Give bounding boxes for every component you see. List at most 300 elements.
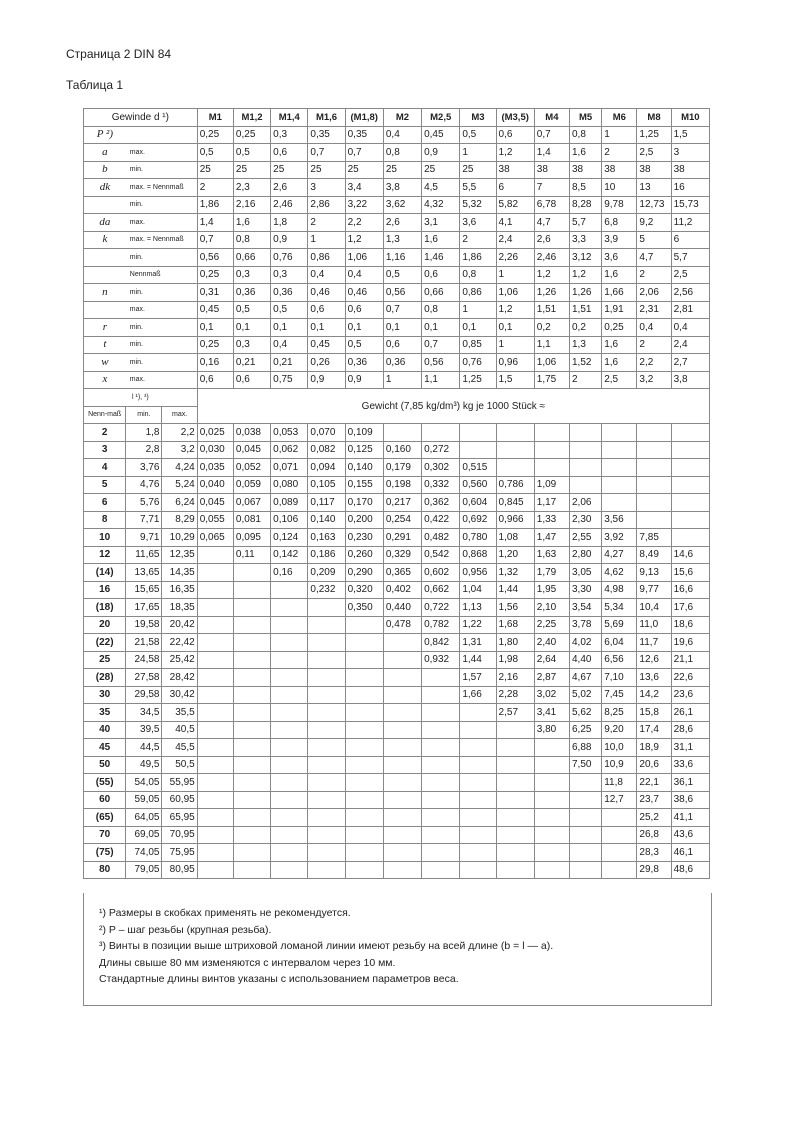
- weight-value: 2,10: [534, 599, 569, 617]
- dimension-value: 0,6: [422, 266, 460, 284]
- length-row: [84, 599, 710, 617]
- length-max: 12,35: [162, 546, 197, 564]
- length-min: 44,5: [126, 739, 162, 757]
- dimension-value: 2,5: [602, 371, 637, 389]
- weight-value: [197, 616, 233, 634]
- length-nominal: 4: [84, 459, 126, 477]
- dimension-value: 11,2: [671, 214, 709, 232]
- dimension-value: 25: [345, 161, 383, 179]
- weight-value: 36,1: [671, 774, 709, 792]
- weight-value: 16,6: [671, 581, 709, 599]
- weight-value: [637, 424, 671, 442]
- length-row: [84, 844, 710, 862]
- dimension-value: 0,4: [637, 319, 671, 337]
- weight-value: 0,422: [422, 511, 460, 529]
- weight-value: [308, 826, 345, 844]
- dimension-value: 7: [534, 179, 569, 197]
- dimension-value: 5,7: [570, 214, 602, 232]
- dimension-value: 0,8: [233, 231, 270, 249]
- weight-value: [233, 581, 270, 599]
- weight-value: 0,786: [496, 476, 534, 494]
- dimension-value: 3,6: [460, 214, 496, 232]
- dimension-value: 3,9: [602, 231, 637, 249]
- weight-value: [271, 861, 308, 879]
- weight-value: 0,320: [345, 581, 383, 599]
- weight-value: [422, 721, 460, 739]
- dimension-value: 5,32: [460, 196, 496, 214]
- dimension-value: 0,4: [345, 266, 383, 284]
- weight-value: 8,49: [637, 546, 671, 564]
- dimension-row: [84, 284, 710, 302]
- weight-value: [422, 844, 460, 862]
- weight-value: [570, 809, 602, 827]
- weight-value: 0,604: [460, 494, 496, 512]
- weight-value: 8,25: [602, 704, 637, 722]
- dimension-row: [84, 126, 710, 144]
- dimension-value: 0,3: [233, 336, 270, 354]
- dimension-value: 0,35: [345, 126, 383, 144]
- dimension-value: 0,3: [233, 266, 270, 284]
- weight-value: [197, 546, 233, 564]
- weight-value: 0,842: [422, 634, 460, 652]
- weight-value: 0,290: [345, 564, 383, 582]
- dimension-value: 38: [671, 161, 709, 179]
- weight-value: 1,80: [496, 634, 534, 652]
- length-row: [84, 529, 710, 547]
- weight-value: 1,22: [460, 616, 496, 634]
- weight-value: [233, 599, 270, 617]
- weight-value: [460, 704, 496, 722]
- weight-value: [602, 861, 637, 879]
- weight-value: [534, 826, 569, 844]
- dimension-value: 3,8: [383, 179, 421, 197]
- length-min: 9,71: [126, 529, 162, 547]
- weight-value: 1,79: [534, 564, 569, 582]
- weight-value: 1,13: [460, 599, 496, 617]
- weight-value: [383, 721, 421, 739]
- dimension-value: 2,5: [637, 144, 671, 162]
- weight-value: 0,11: [233, 546, 270, 564]
- weight-value: 2,40: [534, 634, 569, 652]
- footnote: ³) Винты в позиции выше штриховой ломаной линии имеют резьбу на всей длине (b = l — a).: [99, 940, 554, 952]
- weight-value: [271, 756, 308, 774]
- weight-value: 13,6: [637, 669, 671, 687]
- weight-value: [308, 616, 345, 634]
- dimension-value: 1,6: [602, 354, 637, 372]
- dimension-value: 3,12: [570, 249, 602, 267]
- length-min: 2,8: [126, 441, 162, 459]
- dimension-value: 2: [637, 266, 671, 284]
- weight-value: 1,04: [460, 581, 496, 599]
- dimension-value: 0,6: [496, 126, 534, 144]
- weight-value: [496, 756, 534, 774]
- weight-value: 0,515: [460, 459, 496, 477]
- thread-header-row: [84, 109, 710, 127]
- weight-value: [345, 844, 383, 862]
- weight-value: [496, 826, 534, 844]
- weight-value: [671, 441, 709, 459]
- dimension-value: 2: [602, 144, 637, 162]
- dimension-value: 25: [233, 161, 270, 179]
- weight-value: [345, 651, 383, 669]
- l-label: l ¹), ³): [84, 389, 198, 407]
- weight-value: 1,95: [534, 581, 569, 599]
- weight-value: 7,85: [637, 529, 671, 547]
- dimension-value: 25: [197, 161, 233, 179]
- weight-value: [271, 616, 308, 634]
- thread-size: M3: [460, 109, 496, 127]
- length-max: 50,5: [162, 756, 197, 774]
- weight-value: 0,070: [308, 424, 345, 442]
- length-nominal: 70: [84, 826, 126, 844]
- weight-value: [197, 739, 233, 757]
- length-max: 14,35: [162, 564, 197, 582]
- thread-size: M8: [637, 109, 671, 127]
- dimension-value: 0,25: [197, 266, 233, 284]
- weight-value: [637, 476, 671, 494]
- weight-value: 17,6: [671, 599, 709, 617]
- weight-label: Gewicht (7,85 kg/dm³) kg je 1000 Stück ≈: [197, 389, 709, 424]
- dimension-value: 0,31: [197, 284, 233, 302]
- dimension-value: 5,7: [671, 249, 709, 267]
- dimension-symbol: da: [84, 214, 126, 232]
- weight-value: [570, 861, 602, 879]
- weight-value: [534, 791, 569, 809]
- dimension-symbol: a: [84, 144, 126, 162]
- dimension-value: 1,6: [233, 214, 270, 232]
- dimension-value: 1,2: [345, 231, 383, 249]
- dimension-value: 1,3: [383, 231, 421, 249]
- weight-value: [197, 809, 233, 827]
- page-header: Страница 2 DIN 84: [66, 47, 172, 61]
- weight-value: [197, 686, 233, 704]
- weight-value: [271, 581, 308, 599]
- dimension-value: 0,4: [383, 126, 421, 144]
- length-header-row: [84, 389, 710, 407]
- weight-value: 0,040: [197, 476, 233, 494]
- dimension-value: 2,7: [671, 354, 709, 372]
- weight-value: [271, 844, 308, 862]
- dimension-value: 0,5: [233, 144, 270, 162]
- weight-value: [534, 844, 569, 862]
- dimension-value: 0,26: [308, 354, 345, 372]
- weight-value: 4,40: [570, 651, 602, 669]
- weight-value: 0,200: [345, 511, 383, 529]
- weight-value: [570, 791, 602, 809]
- weight-value: 1,57: [460, 669, 496, 687]
- weight-value: 1,66: [460, 686, 496, 704]
- dimension-value: 0,76: [460, 354, 496, 372]
- dimension-value: 5,5: [460, 179, 496, 197]
- dimension-value: 0,9: [271, 231, 308, 249]
- weight-value: [496, 424, 534, 442]
- length-min: 24,58: [126, 651, 162, 669]
- weight-value: 2,30: [570, 511, 602, 529]
- weight-value: 0,094: [308, 459, 345, 477]
- dimension-value: 9,78: [602, 196, 637, 214]
- weight-value: [383, 739, 421, 757]
- dimension-row: [84, 354, 710, 372]
- length-max: 18,35: [162, 599, 197, 617]
- dimension-value: 2,81: [671, 301, 709, 319]
- dimension-value: 0,8: [383, 144, 421, 162]
- dimension-qualifier: max. = Nennmaß: [126, 179, 197, 197]
- dimension-symbol: P ²): [84, 126, 126, 144]
- dimension-value: 2,46: [271, 196, 308, 214]
- dimension-value: 2: [197, 179, 233, 197]
- weight-value: 3,78: [570, 616, 602, 634]
- dimension-value: 0,5: [345, 336, 383, 354]
- dimension-row: [84, 249, 710, 267]
- weight-value: 0,440: [383, 599, 421, 617]
- dimension-value: 25: [460, 161, 496, 179]
- dimension-value: 0,7: [383, 301, 421, 319]
- weight-value: [602, 476, 637, 494]
- weight-value: [197, 844, 233, 862]
- length-row: [84, 564, 710, 582]
- dimension-value: 1: [602, 126, 637, 144]
- dimension-value: 0,86: [308, 249, 345, 267]
- dimension-value: 5: [637, 231, 671, 249]
- nenn-label: Nenn-maß: [84, 406, 126, 424]
- dimension-row: [84, 231, 710, 249]
- dimension-value: 2,3: [233, 179, 270, 197]
- weight-value: [271, 599, 308, 617]
- dimension-value: 1: [460, 144, 496, 162]
- dimension-value: 1,66: [602, 284, 637, 302]
- dimension-value: 8,5: [570, 179, 602, 197]
- dimension-value: 0,6: [383, 336, 421, 354]
- length-nominal: 35: [84, 704, 126, 722]
- weight-value: 11,0: [637, 616, 671, 634]
- weight-value: 0,062: [271, 441, 308, 459]
- weight-value: [233, 809, 270, 827]
- weight-value: [197, 599, 233, 617]
- dimension-value: 2: [308, 214, 345, 232]
- weight-value: 0,232: [308, 581, 345, 599]
- length-max: 6,24: [162, 494, 197, 512]
- weight-value: [671, 511, 709, 529]
- dimension-value: 0,1: [197, 319, 233, 337]
- weight-value: [271, 826, 308, 844]
- dimension-qualifier: [126, 126, 197, 144]
- weight-value: 3,02: [534, 686, 569, 704]
- weight-value: 5,62: [570, 704, 602, 722]
- dimension-value: 1,4: [197, 214, 233, 232]
- dimension-row: [84, 319, 710, 337]
- weight-value: 0,065: [197, 529, 233, 547]
- weight-value: 14,6: [671, 546, 709, 564]
- dimension-value: 1: [383, 371, 421, 389]
- weight-value: 15,8: [637, 704, 671, 722]
- length-min: 21,58: [126, 634, 162, 652]
- dimension-qualifier: min.: [126, 249, 197, 267]
- weight-value: 12,6: [637, 651, 671, 669]
- thread-size: (M1,8): [345, 109, 383, 127]
- length-max: 28,42: [162, 669, 197, 687]
- weight-value: [460, 826, 496, 844]
- length-nominal: (14): [84, 564, 126, 582]
- length-row: [84, 651, 710, 669]
- length-row: [84, 704, 710, 722]
- weight-value: 12,7: [602, 791, 637, 809]
- weight-value: [637, 441, 671, 459]
- dimension-qualifier: min.: [126, 161, 197, 179]
- length-max: 16,35: [162, 581, 197, 599]
- dimension-value: 0,25: [602, 319, 637, 337]
- weight-value: [271, 809, 308, 827]
- dimension-value: 1,2: [534, 266, 569, 284]
- dimension-qualifier: min.: [126, 336, 197, 354]
- weight-value: [271, 686, 308, 704]
- weight-value: [197, 861, 233, 879]
- dimension-qualifier: min.: [126, 196, 197, 214]
- weight-value: [197, 581, 233, 599]
- length-min: 27,58: [126, 669, 162, 687]
- dimension-value: 1,75: [534, 371, 569, 389]
- weight-value: 2,87: [534, 669, 569, 687]
- weight-value: 5,02: [570, 686, 602, 704]
- weight-value: 0,105: [308, 476, 345, 494]
- length-min: 74,05: [126, 844, 162, 862]
- weight-value: [496, 861, 534, 879]
- weight-value: [570, 774, 602, 792]
- dimension-value: 38: [496, 161, 534, 179]
- weight-value: [233, 686, 270, 704]
- dimension-row: [84, 179, 710, 197]
- weight-value: 0,095: [233, 529, 270, 547]
- dimension-row: [84, 214, 710, 232]
- weight-value: 2,28: [496, 686, 534, 704]
- thread-size: M1,4: [271, 109, 308, 127]
- max-label: max.: [162, 406, 197, 424]
- weight-value: 2,16: [496, 669, 534, 687]
- dimension-value: 1: [496, 266, 534, 284]
- dimension-value: 25: [383, 161, 421, 179]
- length-nominal: (55): [84, 774, 126, 792]
- weight-value: [345, 774, 383, 792]
- dimension-value: 1,6: [570, 144, 602, 162]
- weight-value: 0,329: [383, 546, 421, 564]
- dimension-value: 6,78: [534, 196, 569, 214]
- weight-value: [197, 564, 233, 582]
- weight-value: [671, 476, 709, 494]
- weight-value: [233, 669, 270, 687]
- weight-value: [496, 809, 534, 827]
- footnote: Стандартные длины винтов указаны с использованием параметров веса.: [99, 973, 459, 985]
- weight-value: [570, 459, 602, 477]
- length-nominal: 20: [84, 616, 126, 634]
- dimension-value: 2,86: [308, 196, 345, 214]
- dimension-value: 0,45: [422, 126, 460, 144]
- weight-value: [460, 809, 496, 827]
- dimension-value: 3,4: [345, 179, 383, 197]
- dimension-value: 1,1: [422, 371, 460, 389]
- length-min: 11,65: [126, 546, 162, 564]
- dimension-row: [84, 144, 710, 162]
- weight-value: 1,44: [460, 651, 496, 669]
- dimension-value: 0,1: [496, 319, 534, 337]
- dimension-value: 0,8: [460, 266, 496, 284]
- dimension-value: 3,6: [602, 249, 637, 267]
- weight-value: [345, 791, 383, 809]
- weight-value: [197, 721, 233, 739]
- dimension-value: 1,52: [570, 354, 602, 372]
- dimension-value: 12,73: [637, 196, 671, 214]
- weight-value: 23,7: [637, 791, 671, 809]
- dimension-symbol: b: [84, 161, 126, 179]
- weight-value: 3,56: [602, 511, 637, 529]
- weight-value: [308, 739, 345, 757]
- thread-size: M6: [602, 109, 637, 127]
- length-min: 7,71: [126, 511, 162, 529]
- length-min: 13,65: [126, 564, 162, 582]
- weight-value: [308, 861, 345, 879]
- weight-value: 17,4: [637, 721, 671, 739]
- weight-value: [496, 739, 534, 757]
- dimension-value: 25: [422, 161, 460, 179]
- weight-value: 3,05: [570, 564, 602, 582]
- dimension-value: 2,46: [534, 249, 569, 267]
- weight-value: 0,125: [345, 441, 383, 459]
- dimension-value: 0,66: [422, 284, 460, 302]
- dimension-value: 25: [308, 161, 345, 179]
- weight-value: 43,6: [671, 826, 709, 844]
- dimension-value: 0,7: [197, 231, 233, 249]
- length-nominal: (18): [84, 599, 126, 617]
- weight-value: 0,059: [233, 476, 270, 494]
- dimension-row: [84, 301, 710, 319]
- length-row: [84, 669, 710, 687]
- weight-value: 7,50: [570, 756, 602, 774]
- length-row: [84, 721, 710, 739]
- dimension-qualifier: Nennmaß: [126, 266, 197, 284]
- weight-value: 1,63: [534, 546, 569, 564]
- footnote: ¹) Размеры в скобках применять не рекомендуется.: [99, 907, 351, 919]
- weight-value: 46,1: [671, 844, 709, 862]
- dimension-value: 0,8: [570, 126, 602, 144]
- weight-value: [383, 826, 421, 844]
- weight-value: [422, 809, 460, 827]
- weight-value: 11,8: [602, 774, 637, 792]
- weight-value: [570, 441, 602, 459]
- weight-value: [671, 459, 709, 477]
- length-row: [84, 511, 710, 529]
- weight-value: [233, 826, 270, 844]
- weight-value: 38,6: [671, 791, 709, 809]
- length-row: [84, 494, 710, 512]
- dimension-value: 1,6: [602, 336, 637, 354]
- length-nominal: 2: [84, 424, 126, 442]
- dimension-symbol: [84, 249, 126, 267]
- weight-value: 29,8: [637, 861, 671, 879]
- dimension-value: 3: [308, 179, 345, 197]
- weight-value: 0,845: [496, 494, 534, 512]
- thread-size: M10: [671, 109, 709, 127]
- dimension-row: [84, 196, 710, 214]
- weight-value: 0,045: [197, 494, 233, 512]
- weight-value: 0,692: [460, 511, 496, 529]
- dimension-row: [84, 266, 710, 284]
- weight-value: 0,186: [308, 546, 345, 564]
- length-min: 79,05: [126, 861, 162, 879]
- dimension-value: 0,5: [383, 266, 421, 284]
- weight-value: [496, 774, 534, 792]
- dimension-symbol: x: [84, 371, 126, 389]
- weight-value: [271, 739, 308, 757]
- length-min: 15,65: [126, 581, 162, 599]
- length-min: 29,58: [126, 686, 162, 704]
